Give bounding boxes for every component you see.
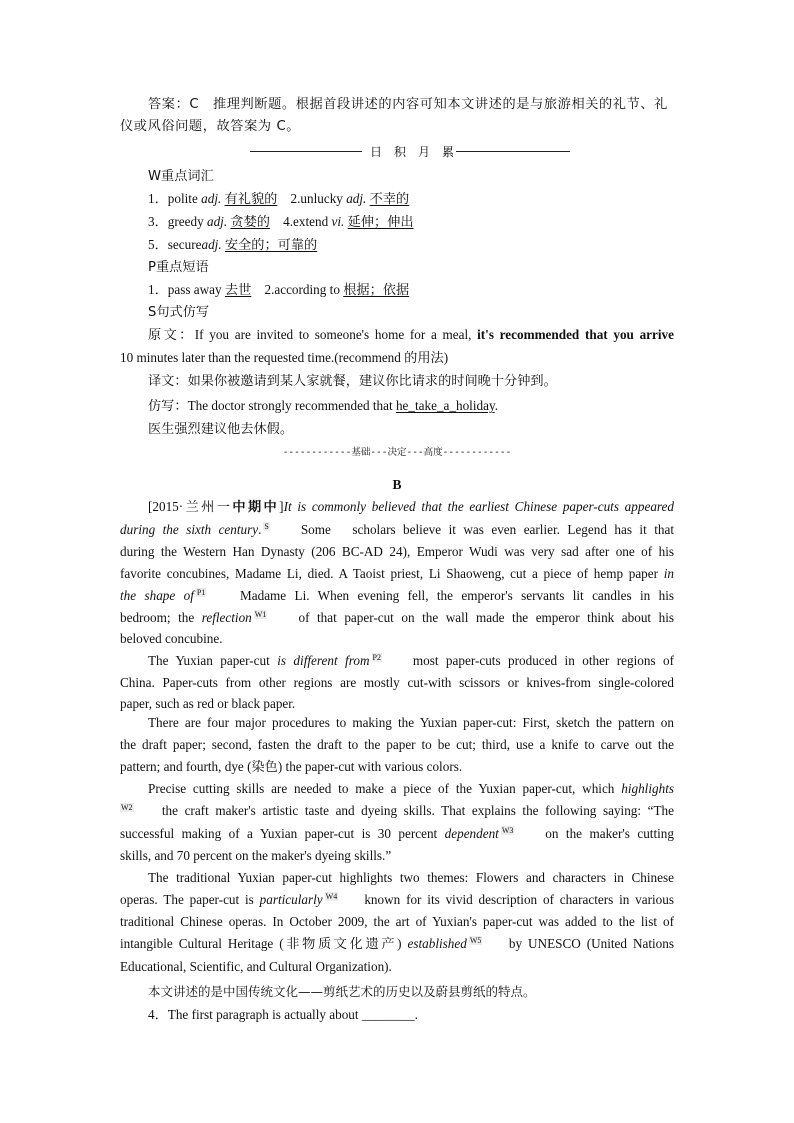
phrase-row-1	[148, 279, 409, 302]
p5-text-4a: intangible Cultural Heritage (非物质文化遗产)	[120, 936, 408, 951]
imitation-label: 仿写：	[148, 399, 188, 414]
p1-line-1	[148, 496, 674, 518]
vocab-row-2	[148, 211, 414, 234]
original-label: 原文：	[148, 328, 195, 343]
section-title: 日 积 月 累	[370, 145, 455, 159]
imitation-chinese: 医生强烈建议他去休假。	[148, 422, 294, 437]
p1-text-5: Madame Li. When evening fell, the emperor's servants lit candles in his	[208, 588, 675, 603]
p4-text-3b: on the maker's cutting	[516, 826, 674, 841]
vocab-row-1	[148, 188, 409, 211]
section-rule-left	[250, 151, 362, 152]
p1-italic-1: It is commonly believed that the earliest Chinese paper-cuts appeared	[283, 499, 675, 514]
p4-italic-1: highlights	[621, 781, 674, 796]
answer-text: C 推理判断题。根据首段讲述的内容可知本文讲述的是与旅游相关的礼节、礼	[189, 97, 668, 112]
phrase-heading: P重点短语	[148, 260, 209, 275]
original-text: If you are invited to someone's home for a meal,	[194, 327, 478, 342]
phrase-item-1: 1．pass away	[148, 282, 225, 297]
p4-italic-3: dependent	[444, 826, 499, 841]
translation-line	[148, 370, 557, 393]
p4-line-2	[120, 800, 674, 822]
vocab-item-5: 5．secure	[148, 237, 202, 252]
original-sentence-line-1	[148, 324, 674, 347]
passage-letter: B	[392, 477, 402, 492]
vocab-meaning-3: 贪婪的	[230, 215, 270, 230]
p5-text-2a: operas. The paper-cut is	[120, 892, 260, 907]
p2-text-1a: The Yuxian paper-cut	[148, 653, 278, 668]
marker-w2: W2	[121, 802, 133, 812]
p1-italic-4: in	[663, 566, 674, 581]
p2-text-1b: most paper-cuts produced in other regions of	[383, 653, 674, 668]
question-4: 4．The first paragraph is actually about ________.	[148, 1007, 418, 1022]
vocab-row-3	[148, 234, 317, 257]
marker-w4: W4	[325, 891, 338, 901]
imitation-line	[148, 395, 498, 418]
p5-line-1: The traditional Yuxian paper-cut highlights two themes: Flowers and characters in Chinese	[148, 870, 674, 885]
p1-italic-6: reflection	[201, 610, 252, 625]
imitation-text: The doctor strongly recommended that	[187, 398, 396, 413]
p1-italic-2: during the sixth century	[120, 522, 259, 537]
p3-line-3: pattern; and fourth, dye (染色) the paper-cut with various colors.	[120, 759, 463, 774]
p5-italic-4: established	[407, 936, 467, 951]
sentence-heading: S句式仿写	[148, 305, 210, 320]
translation-label: 译文：	[148, 374, 188, 389]
imitation-period: .	[494, 398, 498, 413]
p2-line-3: paper, such as red or black paper.	[120, 696, 296, 711]
p1-italic-5: the shape of	[120, 588, 194, 603]
p5-text-2b: known for its vivid description of characters in various	[340, 892, 674, 907]
p3-line-1: There are four major procedures to making the Yuxian paper-cut: First, sketch the pattern on	[148, 715, 674, 730]
p2-italic-1: is different from	[277, 653, 370, 668]
p1-line-7: beloved concubine.	[120, 631, 223, 646]
section-rule-right	[456, 151, 570, 152]
p3-line-2: the draft paper; second, fasten the draft to the paper to be cut; third, use a knife to carve out the	[120, 737, 674, 752]
p1-line-2: during the sixth century. $^S$ Some scholars believe it was even earlier. Legend has it that	[120, 521, 674, 537]
phrase-meaning-2: 根据；依据	[343, 283, 410, 298]
source-tag: [2015·兰州一	[148, 499, 233, 514]
p2-line-2: China. Paper-cuts from other regions are mostly cut-with scissors or knives-from single-colored	[120, 675, 674, 690]
answer-label: 答案：	[148, 97, 190, 112]
imitation-answer: he_take_a_holiday	[395, 398, 495, 413]
source-tag-bold: 中期中	[232, 499, 280, 514]
p5-text-4b: by UNESCO (United Nations	[484, 936, 674, 951]
marker-s: S	[264, 521, 269, 531]
divider-text: ------------基础---决定---高度------------	[282, 447, 512, 458]
p1-text-2: Some scholars believe it was even earlier. Legend has it that	[271, 522, 674, 537]
vocab-item-4: 4.extend	[269, 214, 332, 229]
vocab-pos-3: adj.	[206, 214, 228, 229]
vocab-meaning-5: 安全的；可靠的	[224, 238, 318, 253]
vocab-meaning-1: 有礼貌的	[224, 192, 278, 207]
vocab-item-1: 1．polite	[148, 191, 202, 206]
phrase-meaning-1: 去世	[224, 283, 252, 298]
p4-line-3	[120, 823, 674, 845]
original-bold: it's recommended that you arrive	[477, 327, 675, 342]
p5-line-5: Educational, Scientific, and Cultural Organization).	[120, 959, 392, 974]
vocab-heading: W重点词汇	[148, 169, 214, 184]
original-sentence-line-2: 10 minutes later than the requested time.(recommend 的用法)	[120, 350, 449, 365]
marker-w5: W5	[469, 935, 482, 945]
p4-line-4: skills, and 70 percent on the maker's dyeing skills.”	[120, 848, 392, 863]
p5-line-2	[120, 889, 674, 911]
p4-line-1	[148, 778, 674, 800]
marker-p2: P2	[372, 652, 381, 662]
vocab-pos-4: vi.	[331, 214, 345, 229]
p1-line-5	[120, 585, 674, 607]
p1-text-6a: bedroom; the	[120, 610, 202, 625]
p5-line-4	[120, 933, 674, 955]
p4-text-3a: successful making of a Yuxian paper-cut is 30 percent	[120, 826, 445, 841]
vocab-pos-5: adj.	[201, 237, 222, 252]
marker-w3: W3	[501, 825, 514, 835]
marker-w1: W1	[254, 609, 267, 619]
answer-line-2: 仪或风俗问题，故答案为 C。	[120, 119, 301, 134]
p1-text-4: favorite concubines, Madame Li, died. A Taoist priest, Li Shaoweng, cut a piece of hemp paper	[120, 566, 664, 581]
p1-line-6	[120, 607, 674, 629]
marker-p1: P1	[196, 587, 206, 597]
p4-text-1a: Precise cutting skills are needed to make a piece of the Yuxian paper-cut, which	[148, 781, 622, 796]
summary-line: 本文讲述的是中国传统文化——剪纸艺术的历史以及蔚县剪纸的特点。	[148, 984, 536, 999]
vocab-item-2: 2.unlucky	[277, 191, 347, 206]
vocab-pos-1: adj.	[201, 191, 222, 206]
vocab-item-3: 3．greedy	[148, 214, 207, 229]
p5-italic-2: particularly	[259, 892, 323, 907]
phrase-item-2: 2.according to	[251, 282, 344, 297]
translation-text: 如果你被邀请到某人家就餐，建议你比请求的时间晚十分钟到。	[187, 374, 557, 389]
answer-line-1	[148, 94, 668, 116]
source-tag-end: ]	[279, 499, 284, 514]
p5-line-3: traditional Chinese operas. In October 2009, the art of Yuxian's paper-cut was added to the list of	[120, 914, 674, 929]
p1-line-3: during the Western Han Dynasty (206 BC-AD 24), Emperor Wudi was very sad after one of his	[120, 544, 674, 559]
vocab-pos-2: adj.	[346, 191, 367, 206]
p4-text-2: the craft maker's artistic taste and dyeing skills. That explains the following saying: “The	[135, 803, 674, 818]
p1-line-4	[120, 563, 674, 585]
p1-text-6b: of that paper-cut on the wall made the emperor think about his	[269, 610, 675, 625]
p2-line-1	[148, 650, 674, 672]
vocab-meaning-4: 延伸；伸出	[347, 215, 414, 230]
vocab-meaning-2: 不幸的	[369, 192, 410, 207]
